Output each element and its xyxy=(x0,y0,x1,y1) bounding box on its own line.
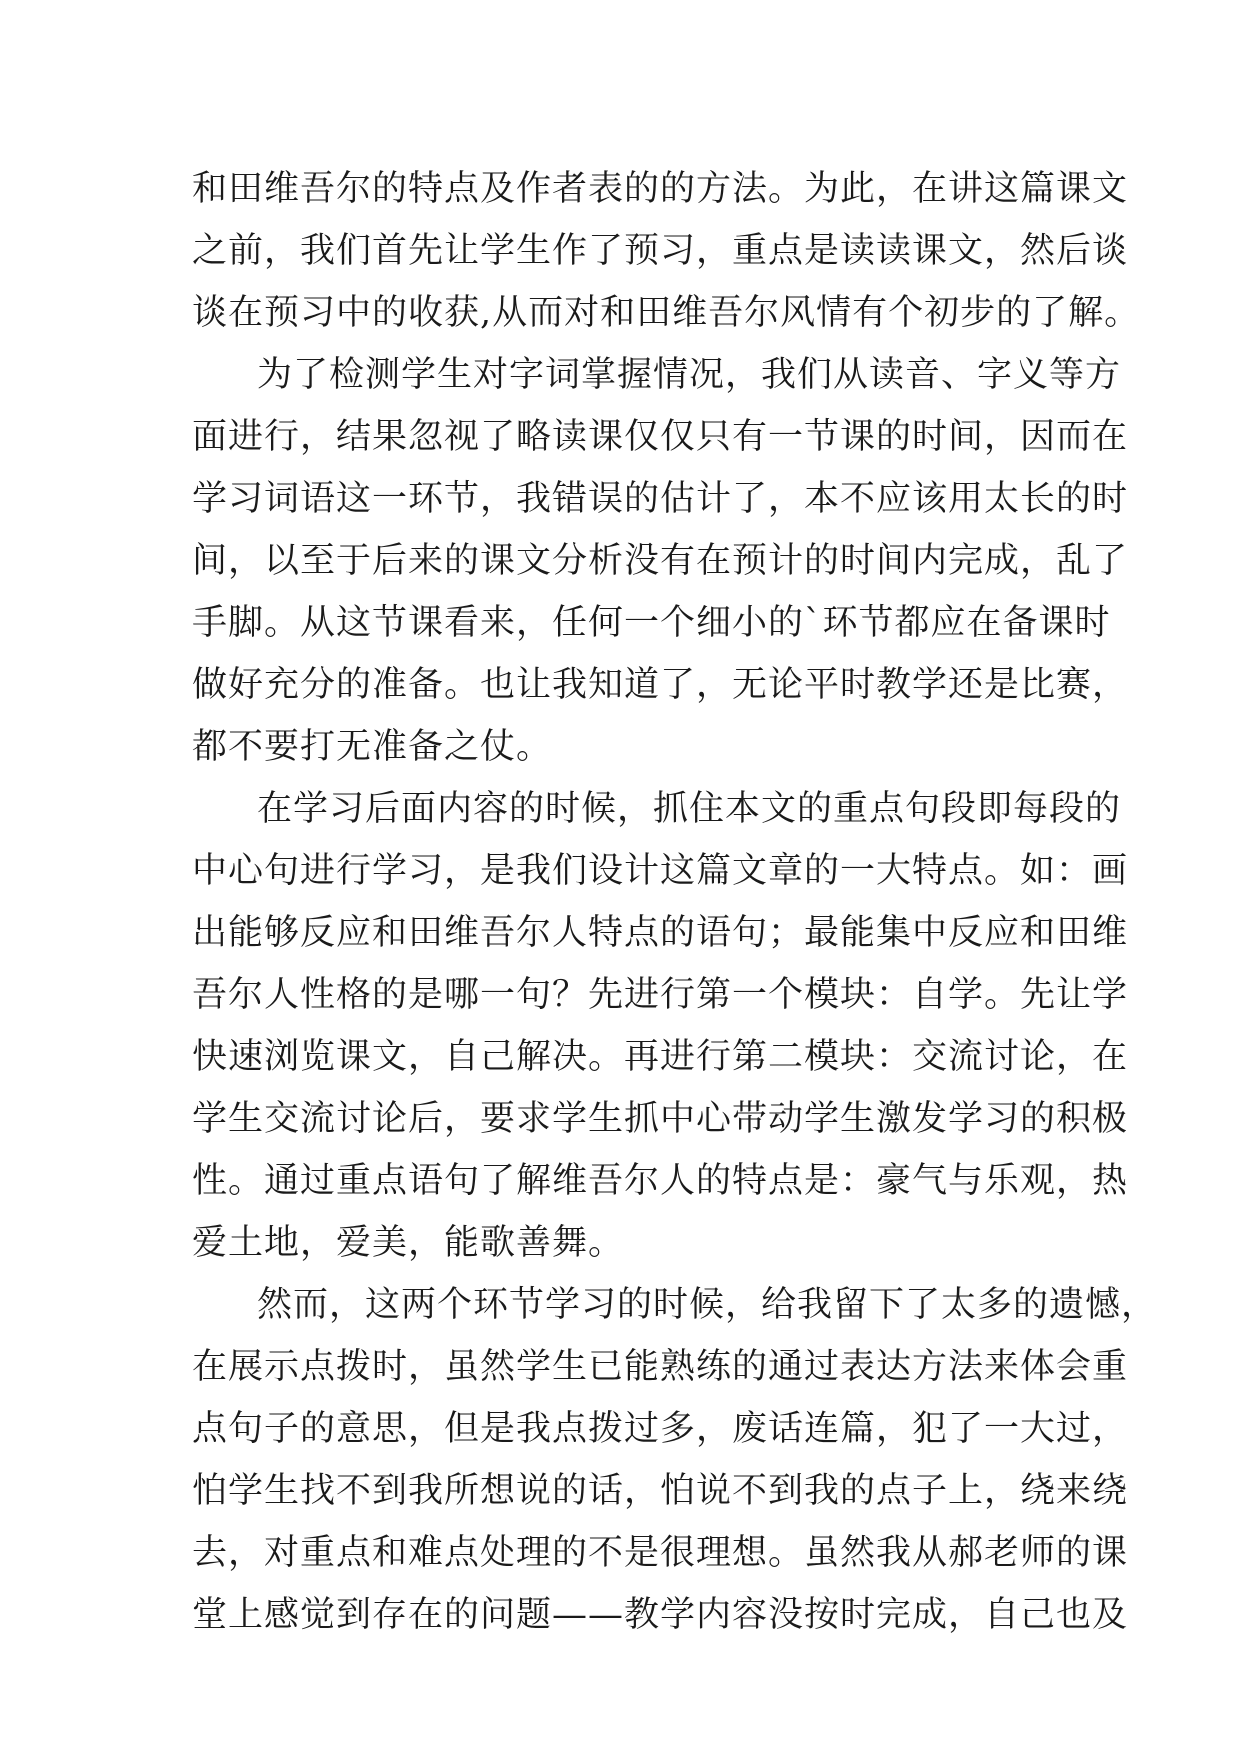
text-line: 做好充分的准备。也让我知道了，无论平时教学还是比赛， xyxy=(192,665,1129,705)
text-line: 然而，这两个环节学习的时候，给我留下了太多的遗憾， xyxy=(257,1285,1158,1325)
text-line: 间，以至于后来的课文分析没有在预计的时间内完成，乱了 xyxy=(192,541,1129,581)
text-line: 出能够反应和田维吾尔人特点的语句；最能集中反应和田维 xyxy=(192,913,1129,953)
text-line: 吾尔人性格的是哪一句？先进行第一个模块：自学。先让学 xyxy=(192,975,1129,1015)
text-line: 都不要打无准备之仗。 xyxy=(192,727,553,767)
text-line: 学习词语这一环节，我错误的估计了，本不应该用太长的时 xyxy=(192,479,1129,519)
text-line: 去，对重点和难点处理的不是很理想。虽然我从郝老师的课 xyxy=(192,1533,1129,1573)
text-line: 点句子的意思，但是我点拨过多，废话连篇，犯了一大过， xyxy=(192,1409,1129,1449)
text-line: 面进行，结果忽视了略读课仅仅只有一节课的时间，因而在 xyxy=(192,417,1129,457)
text-line: 堂上感觉到存在的问题——教学内容没按时完成，自己也及 xyxy=(192,1595,1129,1635)
text-line: 爱土地，爱美，能歌善舞。 xyxy=(192,1223,625,1263)
text-line: 之前，我们首先让学生作了预习，重点是读读课文，然后谈 xyxy=(192,231,1129,271)
text-line: 中心句进行学习，是我们设计这篇文章的一大特点。如：画 xyxy=(192,851,1129,891)
text-line: 快速浏览课文，自己解决。再进行第二模块：交流讨论，在 xyxy=(192,1037,1129,1077)
text-line: 谈在预习中的收获,从而对和田维吾尔风情有个初步的了解。 xyxy=(192,293,1141,333)
text-line: 在学习后面内容的时候，抓住本文的重点句段即每段的 xyxy=(257,789,1122,829)
text-line: 和田维吾尔的特点及作者表的的方法。为此，在讲这篇课文 xyxy=(192,169,1129,209)
text-line: 手脚。从这节课看来，任何一个细小的`环节都应在备课时 xyxy=(192,603,1111,643)
text-line: 学生交流讨论后，要求学生抓中心带动学生激发学习的积极 xyxy=(192,1099,1129,1139)
text-line: 性。通过重点语句了解维吾尔人的特点是：豪气与乐观，热 xyxy=(192,1161,1129,1201)
text-line: 为了检测学生对字词掌握情况，我们从读音、字义等方 xyxy=(257,355,1122,395)
text-line: 怕学生找不到我所想说的话，怕说不到我的点子上，绕来绕 xyxy=(192,1471,1129,1511)
text-line: 在展示点拨时，虽然学生已能熟练的通过表达方法来体会重 xyxy=(192,1347,1129,1387)
document-body xyxy=(192,158,1158,1646)
